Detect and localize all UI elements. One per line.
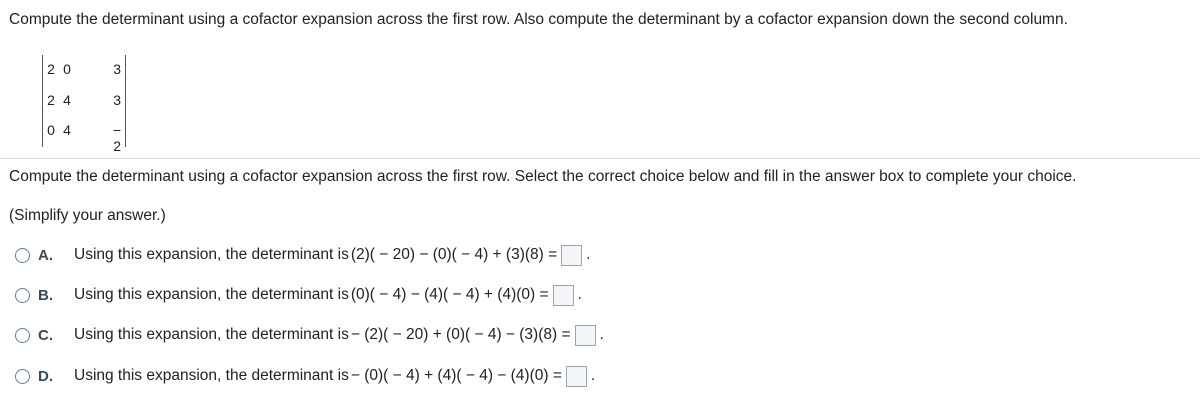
choice-d[interactable] — [15, 364, 595, 388]
matrix-cell: 3 — [113, 61, 121, 77]
choice-d-answer-box[interactable] — [566, 366, 587, 387]
choice-b-period: . — [577, 286, 582, 303]
matrix-cell: 4 — [63, 122, 71, 138]
matrix-cell: 2 — [47, 61, 55, 77]
matrix-cell: − 2 — [112, 122, 121, 154]
problem-prompt: Compute the determinant using a cofactor expansion across the first row. Also compute the determinant by a cofactor expansion down the second column. — [9, 11, 1068, 28]
choice-c-expression: − (2)( − 20) + (0)( − 4) − (3)(8) = — [350, 326, 571, 343]
choice-c[interactable] — [15, 323, 604, 347]
choice-d-letter: D. — [38, 367, 53, 385]
choice-a-answer-box[interactable] — [561, 245, 582, 266]
choice-b-answer-box[interactable] — [553, 285, 574, 306]
choice-a-expression: (2)( − 20) − (0)( − 4) + (3)(8) = — [350, 246, 558, 263]
section-divider — [0, 158, 1200, 159]
choice-c-letter: C. — [38, 326, 53, 344]
choice-d-radio[interactable] — [15, 369, 30, 384]
matrix-cell: 4 — [63, 92, 71, 108]
choice-b-letter: B. — [38, 286, 53, 304]
matrix-cell: 3 — [113, 92, 121, 108]
choice-d-text: Using this expansion, the determinant is — [74, 367, 349, 384]
simplify-hint: (Simplify your answer.) — [9, 207, 166, 224]
choice-b-radio[interactable] — [15, 288, 30, 303]
matrix-cell: 0 — [63, 61, 71, 77]
choice-a-text: Using this expansion, the determinant is — [74, 246, 349, 263]
choice-d-period: . — [590, 367, 596, 384]
choice-c-period: . — [599, 326, 604, 343]
matrix-cell: 2 — [47, 92, 55, 108]
question-text: Compute the determinant using a cofactor expansion across the first row. Select the correct choice below and fill in the answer box to complete your choice. — [9, 168, 1077, 185]
choice-b-expression: (0)( − 4) − (4)( − 4) + (4)(0) = — [350, 286, 549, 303]
choice-c-radio[interactable] — [15, 328, 30, 343]
choice-c-answer-box[interactable] — [575, 325, 596, 346]
choice-a-period: . — [586, 246, 591, 263]
determinant-matrix — [42, 55, 126, 154]
choice-c-text: Using this expansion, the determinant is — [74, 326, 349, 343]
choice-b[interactable] — [15, 283, 582, 307]
choice-a-letter: A. — [38, 246, 53, 264]
choice-d-expression: − (0)( − 4) + (4)( − 4) − (4)(0) = — [350, 367, 562, 384]
matrix-cell: 0 — [47, 122, 55, 138]
choice-a-radio[interactable] — [15, 248, 30, 263]
choice-a[interactable] — [15, 243, 590, 267]
choice-b-text: Using this expansion, the determinant is — [74, 286, 349, 303]
